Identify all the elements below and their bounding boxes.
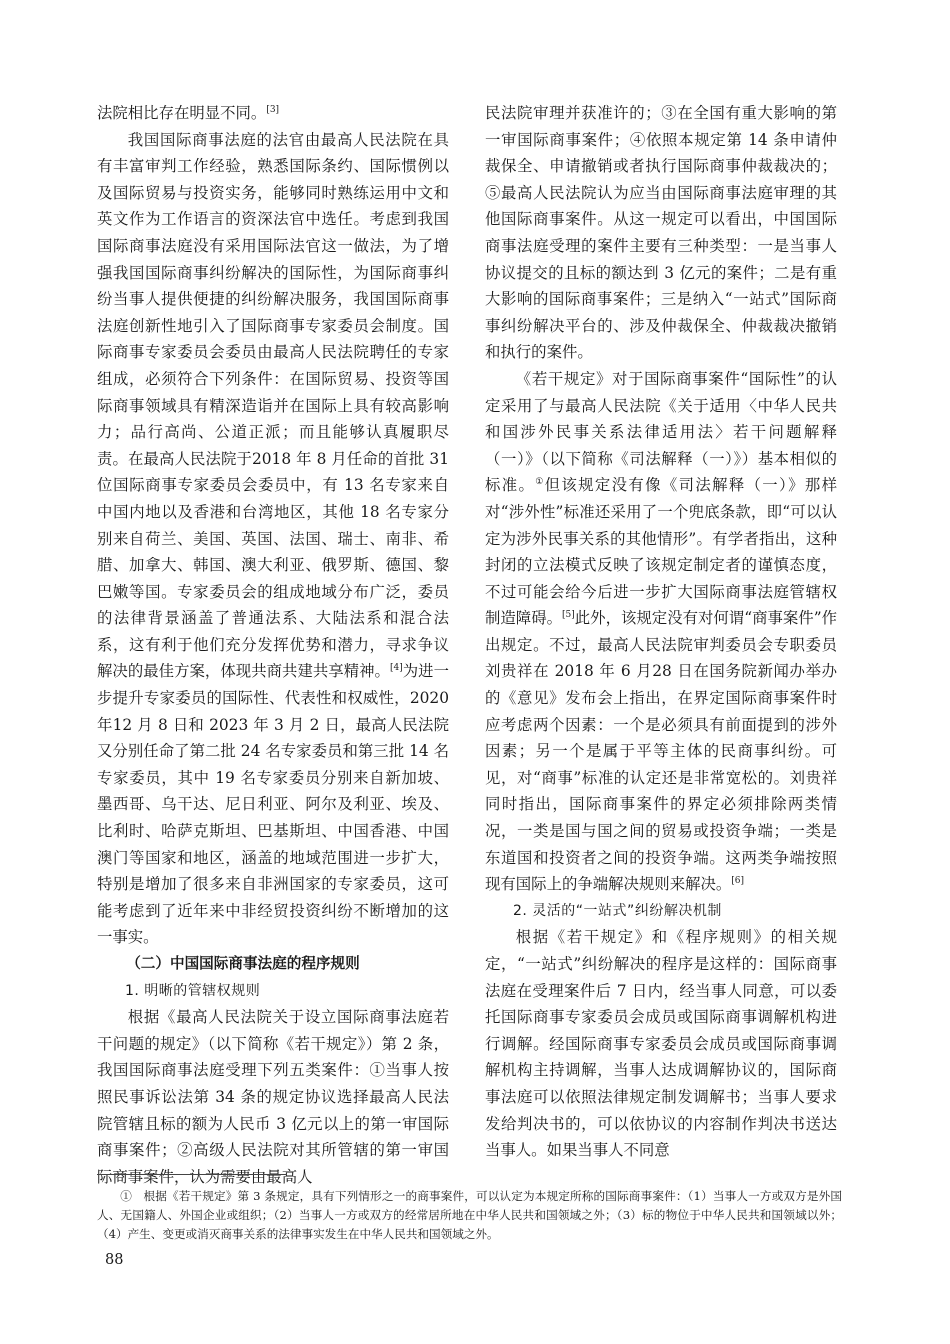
footnote-mark: ① (120, 1189, 132, 1203)
footnote-body: 根据《若干规定》第 3 条规定，具有下列情形之一的商事案件，可以认定为本规定所称的国际商事案件：（1）当事人一方或双方是外国人、无国籍人、外国企业或组织；（2）当事人一方或双方的经常居所地在中华人民共和国领域之外；（3）标的物位于中华人民共和国领域以外；（4）产生、变更或消灭商事关系的法律事实发生在中华人民共和国领域之外。 (97, 1189, 842, 1241)
paragraph-text: 此外，该规定没有对何谓“商事案件”作出规定。不过，最高人民法院审判委员会专职委员刘贵祥在 2018 年 6 月28 日在国务院新闻办举办的《意见》发布会上指出，在界定国际商事案件时应考虑两个因素：一个是必须具有前面提到的涉外因素；另一个是属于平等主体的民商事纠纷。可见，对“商事”标准的认定还是非常宽松的。刘贵祥同时指出，国际商事案件的界定必须排除两类情况，一类是国与国之间的贸易或投资争端；一类是东道国和投资者之间的投资争端。这两类争端按照现有国际上的争端解决规则来解决。 (485, 609, 837, 894)
subsection-heading: 1. 明晰的管辖权规则 (125, 982, 261, 999)
paragraph: 根据《若干规定》和《程序规则》的相关规定，“一站式”纠纷解决的程序是这样的：国际商事法庭在受理案件后 7 日内，经当事人同意，可以委托国际商事专家委员会成员或国际商事调解机构进行调解。经国际商事专家委员会成员或国际商事调解机构主持调解，当事人达成调解协议的，国际商事法庭可以依照法律规定制发调解书；当事人要求发给判决书的，可以依协议的内容制作判决书送达当事人。如果当事人不同意 (485, 928, 837, 1160)
page-number: 88 (105, 1252, 124, 1268)
citation-ref[interactable]: [6] (731, 876, 745, 887)
paragraph-text: 但该规定没有像《司法解释（一）》那样对“涉外性”标准还采用了一个兜底条款，即“可以认定为涉外民事关系的其他情形”。有学者指出，这种封闭的立法模式反映了该规定制定者的谨慎态度，不过可能会给今后进一步扩大国际商事法庭管辖权制造障碍。 (485, 476, 837, 628)
right-column (485, 100, 837, 1164)
subsection-heading: 2. 灵活的“一站式”纠纷解决机制 (513, 902, 722, 919)
paragraph-text: 我国国际商事法庭的法官由最高人民法院在具有丰富审判工作经验，熟悉国际条约、国际惯例以及国际贸易与投资实务，能够同时熟练运用中文和英文作为工作语言的资深法官中选任。考虑到我国国际商事法庭没有采用国际法官这一做法，为了增强我国国际商事纠纷解决的国际性，为国际商事纠纷当事人提供便捷的纠纷解决服务，我国国际商事法庭创新性地引入了国际商事专家委员会制度。国际商事专家委员会委员由最高人民法院聘任的专家组成，必须符合下列条件：在国际贸易、投资等国际商事领域具有精深造诣并在国际上具有较高影响力；品行高尚、公道正派；而且能够认真履职尽责。在最高人民法院于2018 年 8 月任命的首批 31 位国际商事专家委员会委员中，有 13 名专家来自中国内地以及香港和台湾地区，其他 18 名专家分别来自荷兰、美国、英国、法国、瑞士、南非、希腊、加拿大、韩国、澳大利亚、俄罗斯、德国、黎巴嫩等国。专家委员会的组成地域分布广泛，委员的法律背景涵盖了普通法系、大陆法系和混合法系，这有利于他们充分发挥优势和潜力，寻求争议解决的最佳方案，体现共商共建共享精神。 (97, 130, 449, 681)
paragraph: 民法院审理并获准许的；③在全国有重大影响的第一审国际商事案件；④依照本规定第 14 条申请仲裁保全、申请撤销或者执行国际商事仲裁裁决的；⑤最高人民法院认为应当由国际商事法庭审理的其他国际商事案件。从这一规定可以看出，中国国际商事法庭受理的案件主要有三种类型：一是当事人协议提交的且标的额达到 3 亿元的案件；二是有重大影响的国际商事案件；三是纳入“一站式”国际商事纠纷解决平台的、涉及仲裁保全、仲裁裁决撤销和执行的案件。 (485, 104, 837, 362)
paragraph (485, 366, 837, 898)
footnote-divider (97, 1174, 287, 1175)
paragraph-text: 《若干规定》对于国际商事案件“国际性”的认定采用了与最高人民法院《关于适用〈中华人民共和国涉外民事关系法律适用法〉若干问题解释（一）》（以下简称《司法解释（一）》）基本相似的标准。 (485, 369, 837, 495)
footnote (97, 1187, 842, 1244)
citation-ref[interactable]: [5] (562, 610, 575, 621)
paragraph: 根据《最高人民法院关于设立国际商事法庭若干问题的规定》（以下简称《若干规定》）第 2 条，我国国际商事法庭受理下列五类案件：①当事人按照民事诉讼法第 34 条的规定协议选择最高人民法院管辖且标的额为人民币 3 亿元以上的第一审国际商事案件；②高级人民法院对其所管辖的第一审国际商事案件，认为需要由最高人 (97, 1008, 449, 1186)
paragraph-text: 法院相比存在明显不同。 (97, 104, 267, 122)
paragraph (97, 100, 449, 127)
left-column (97, 100, 449, 1190)
paragraph (97, 127, 449, 951)
citation-ref[interactable]: [3] (266, 104, 280, 115)
section-heading: （二）中国国际商事法庭的程序规则 (126, 955, 360, 972)
paragraph-text: 为进一步提升专家委员的国际性、代表性和权威性，2020 年12 月 8 日和 2023 年 3 月 2 日，最高人民法院又分别任命了第二批 24 名专家委员和第三批 14 名专家委员，其中 19 名专家委员分别来自新加坡、墨西哥、乌干达、尼日利亚、阿尔及利亚、埃及、比利时、哈萨克斯坦、巴基斯坦、中国香港、中国澳门等国家和地区，涵盖的地域范围进一步扩大，特别是增加了很多来自非洲国家的专家委员，这可能考虑到了近年来中非经贸投资纠纷不断增加的这一事实。 (97, 662, 449, 947)
citation-ref[interactable]: [4] (389, 663, 403, 674)
footnote-ref[interactable]: ① (535, 477, 545, 488)
footnote-text (97, 1187, 842, 1244)
